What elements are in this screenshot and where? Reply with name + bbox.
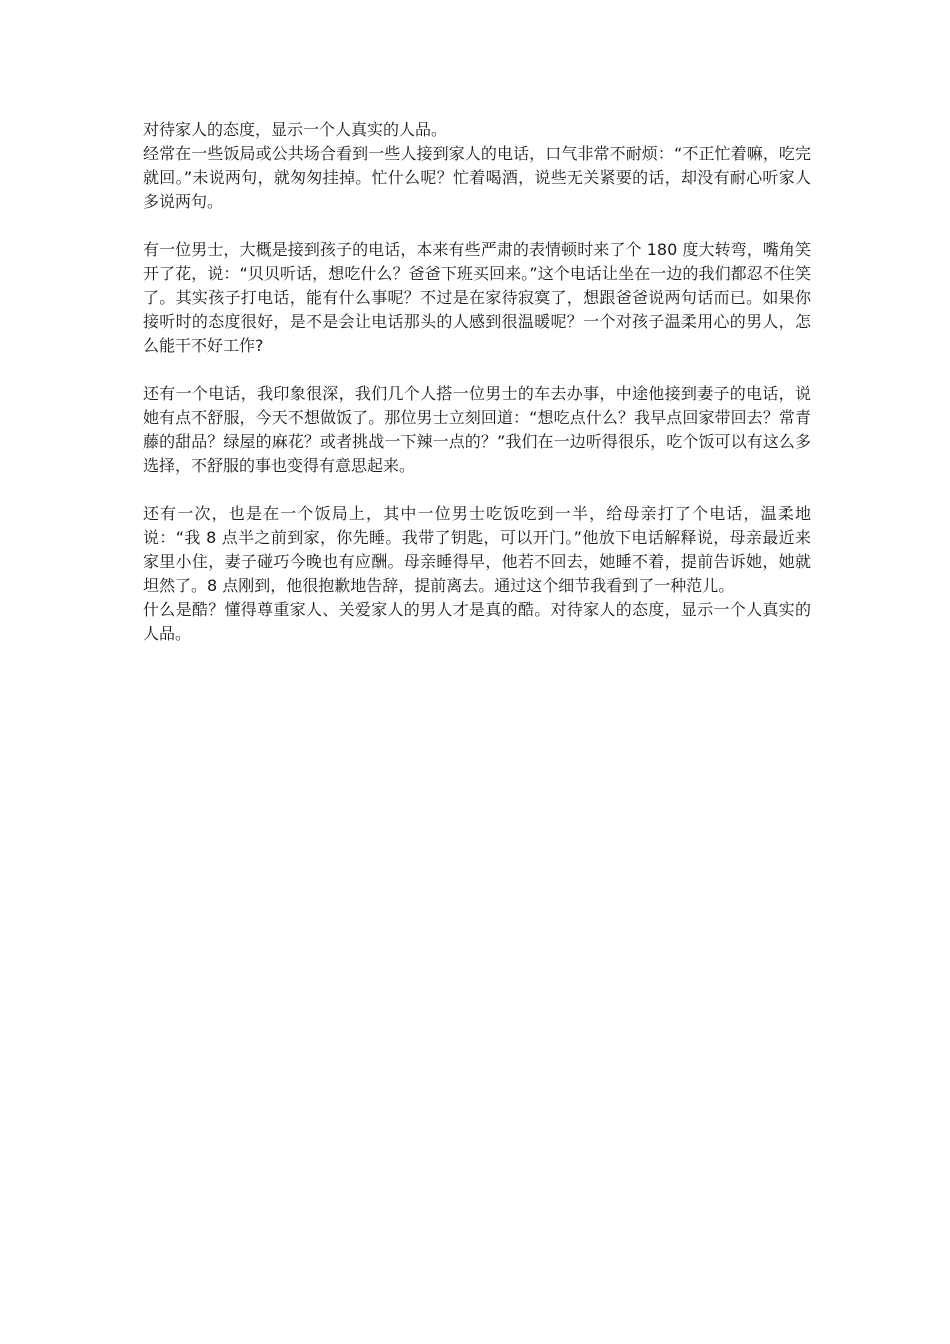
paragraph-conclusion: 什么是酷？懂得尊重家人、关爱家人的男人才是真的酷。对待家人的态度，显示一个人真实的人品。 bbox=[143, 600, 811, 643]
paragraph-gap bbox=[143, 358, 811, 382]
paragraph-child-call: 有一位男士，大概是接到孩子的电话，本来有些严肃的表情顿时来了个 180 度大转弯，嘴角笑开了花，说：“贝贝听话，想吃什么？爸爸下班买回来。”这个电话让坐在一边的我们都忍不住笑了。其实孩子打电话，能有什么事呢？不过是在家待寂寞了，想跟爸爸说两句话而已。如果你接听时的态度很好，是不是会让电话那头的人感到很温暖呢？一个对孩子温柔用心的男人，怎么能干不好工作? bbox=[143, 240, 811, 355]
paragraph-gap bbox=[143, 478, 811, 502]
paragraph-mother-call: 还有一次，也是在一个饭局上，其中一位男士吃饭吃到一半，给母亲打了个电话，温柔地说：“我 8 点半之前到家，你先睡。我带了钥匙，可以开门。”他放下电话解释说，母亲最近来家里小住，妻子碰巧今晚也有应酬。母亲睡得早，他若不回去，她睡不着，提前告诉她，她就坦然了。8 点刚到，他很抱歉地告辞，提前离去。通过这个细节我看到了一种范儿。 bbox=[143, 504, 811, 595]
paragraph-gap bbox=[143, 214, 811, 238]
paragraph-intro: 对待家人的态度，显示一个人真实的人品。 bbox=[143, 120, 448, 139]
document-body bbox=[143, 118, 811, 646]
paragraph-wife-call: 还有一个电话，我印象很深，我们几个人搭一位男士的车去办事，中途他接到妻子的电话，说她有点不舒服，今天不想做饭了。那位男士立刻回道：“想吃点什么？我早点回家带回去？常青藤的甜品？绿屋的麻花？或者挑战一下辣一点的？”我们在一边听得很乐，吃个饭可以有这么多选择，不舒服的事也变得有意思起来。 bbox=[143, 384, 811, 475]
paragraph-impatient-calls: 经常在一些饭局或公共场合看到一些人接到家人的电话，口气非常不耐烦：“不正忙着嘛，吃完就回。”未说两句，就匆匆挂掉。忙什么呢？忙着喝酒，说些无关紧要的话，却没有耐心听家人多说两句。 bbox=[143, 144, 811, 211]
